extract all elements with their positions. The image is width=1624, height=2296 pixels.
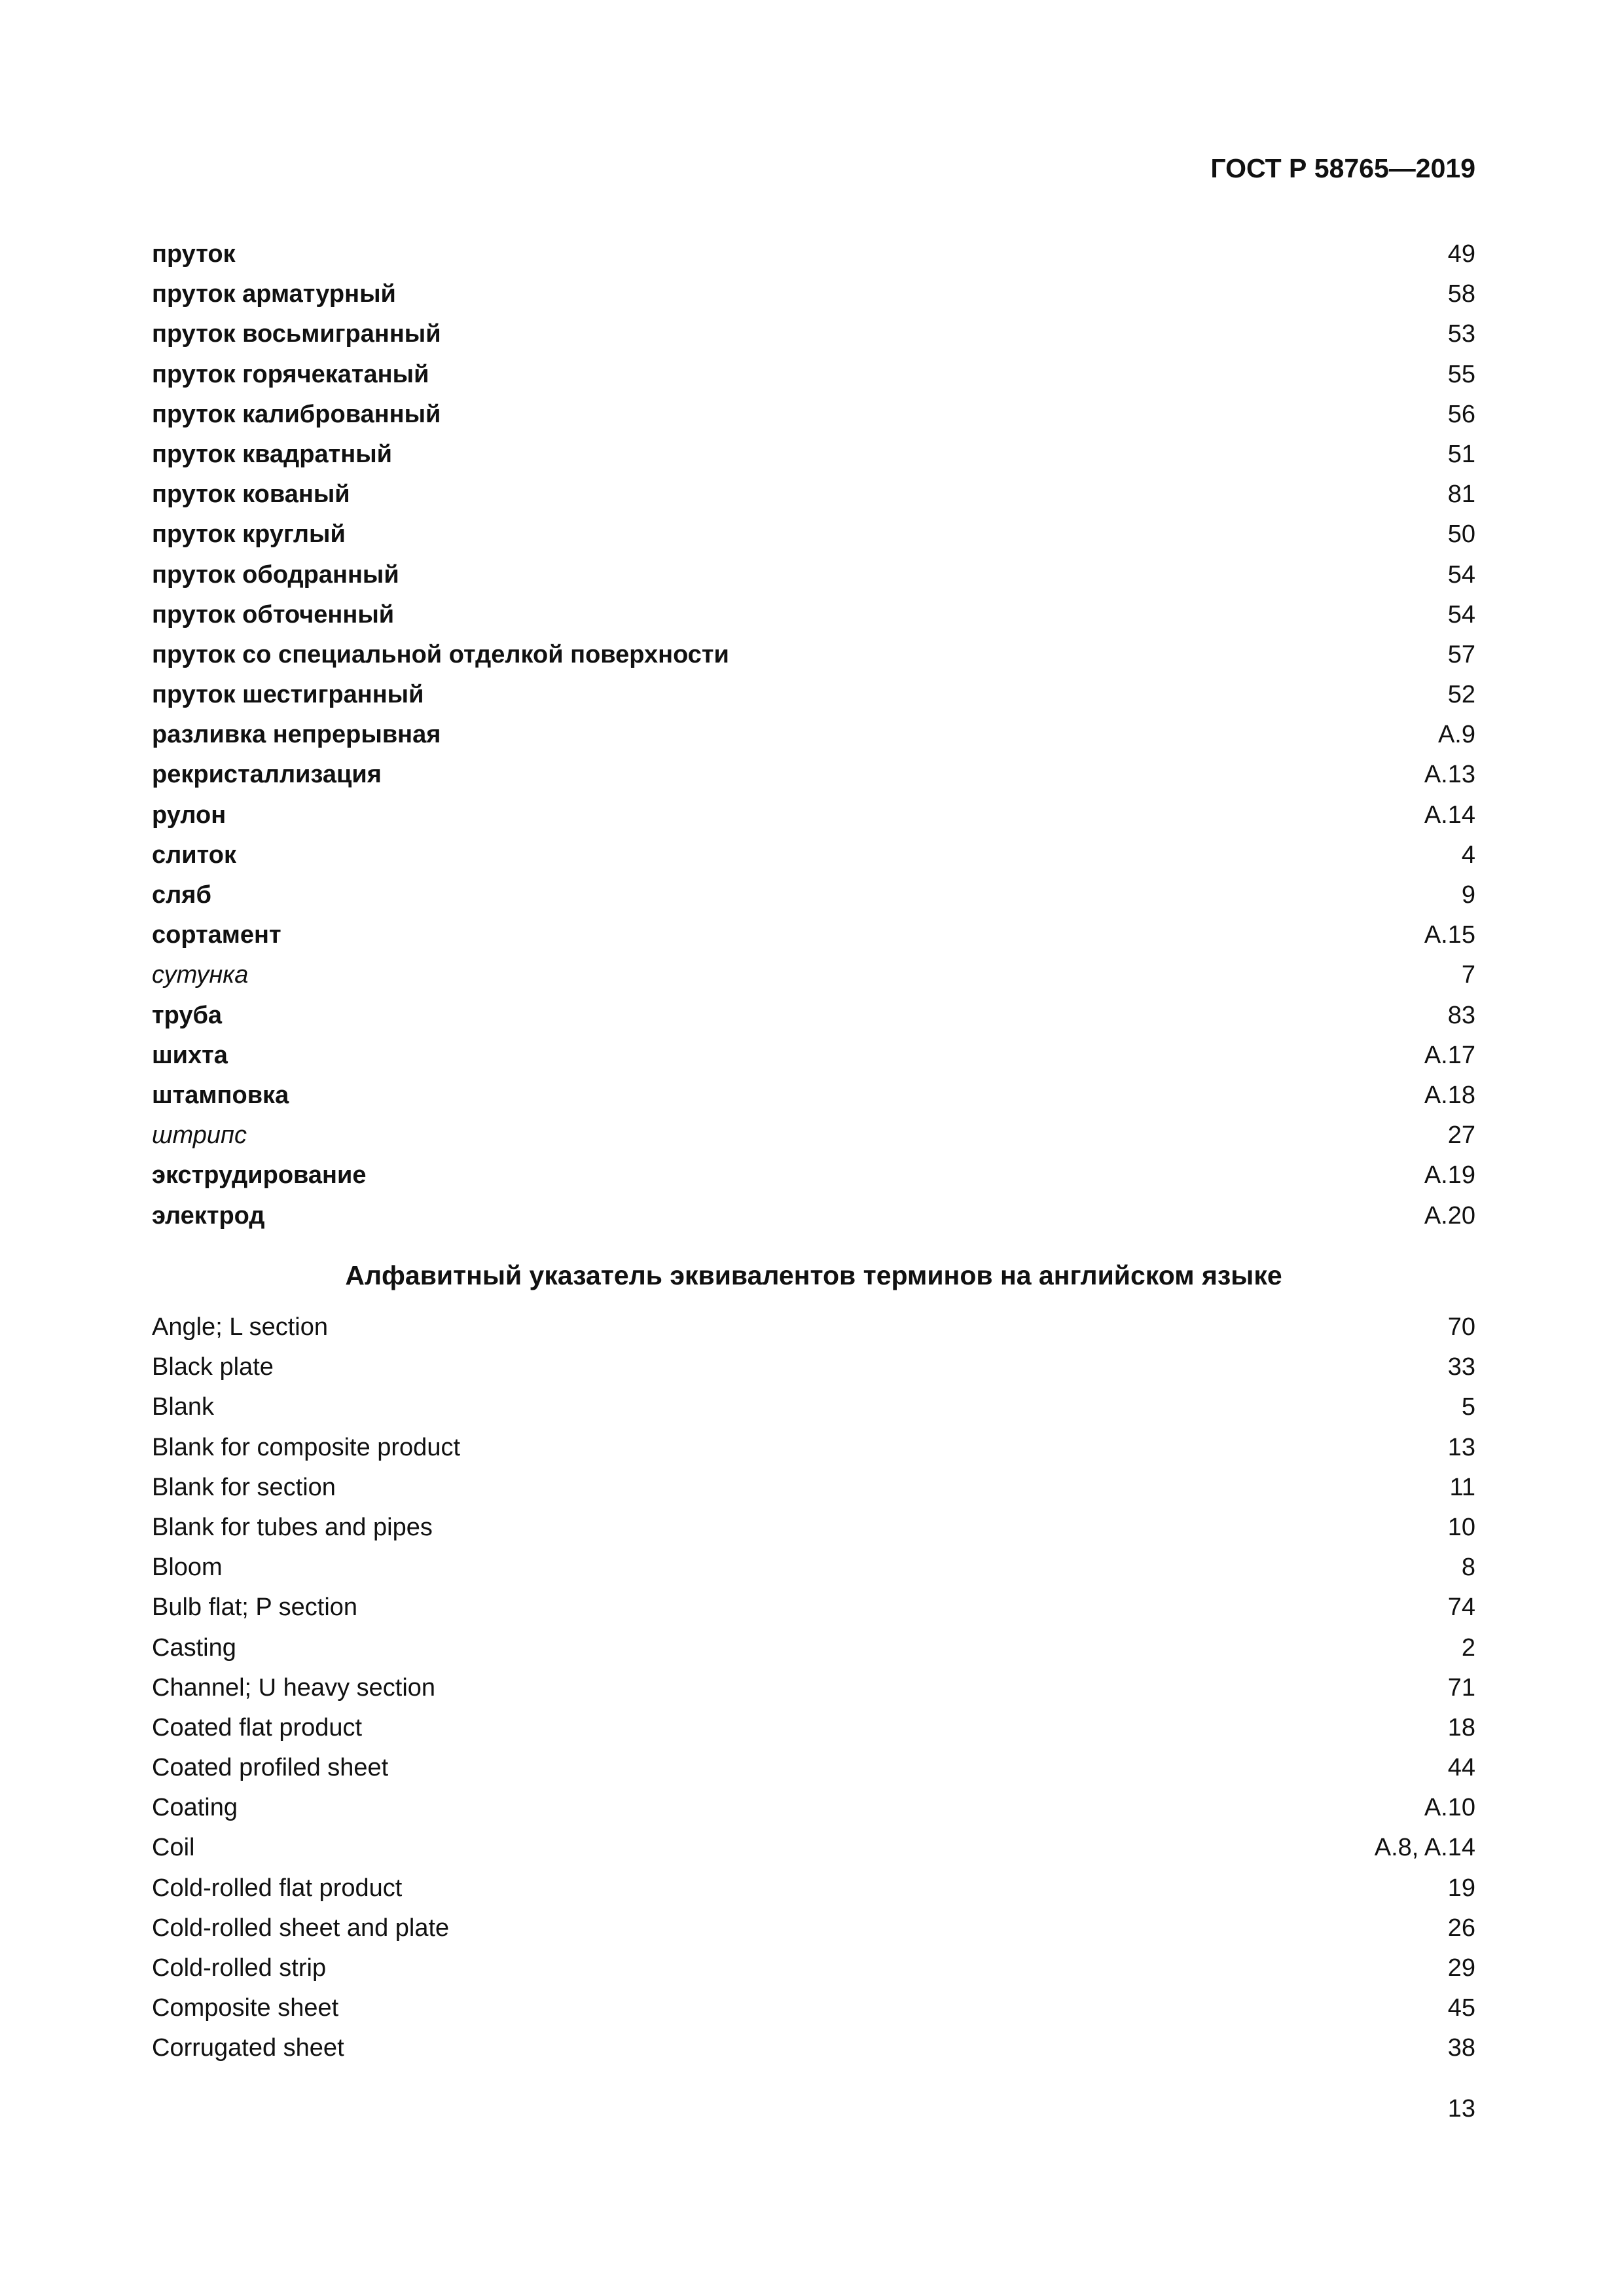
- index-entry: [152, 475, 1475, 515]
- index-reference: А.20: [1424, 1201, 1475, 1230]
- index-entry: [152, 1307, 1475, 1347]
- russian-term-index: [152, 234, 1475, 1236]
- index-term: слиток: [152, 841, 236, 869]
- index-term: Coated flat product: [152, 1713, 363, 1741]
- english-term-index: [152, 1307, 1475, 2069]
- index-reference: А.19: [1424, 1161, 1475, 1190]
- index-term: штрипс: [152, 1121, 247, 1150]
- index-reference: 26: [1447, 1914, 1475, 1942]
- index-entry: [152, 755, 1475, 795]
- index-entry: [152, 314, 1475, 354]
- index-reference: 74: [1447, 1594, 1475, 1622]
- english-index-heading: Алфавитный указатель эквивалентов терминов на английском языке: [345, 1260, 1282, 1290]
- index-term: пруток со специальной отделкой поверхности: [152, 640, 729, 668]
- index-entry: [152, 1036, 1475, 1076]
- index-entry: [152, 1076, 1475, 1116]
- index-entry: [152, 1548, 1475, 1588]
- index-term: пруток круглый: [152, 520, 346, 549]
- index-entry: [152, 675, 1475, 715]
- index-entry: [152, 835, 1475, 875]
- index-entry: [152, 1428, 1475, 1468]
- index-term: Cold-rolled sheet and plate: [152, 1914, 450, 1942]
- index-entry: [152, 515, 1475, 555]
- index-term: пруток ободранный: [152, 560, 399, 589]
- index-entry: [152, 1828, 1475, 1868]
- index-term: Channel; U heavy section: [152, 1673, 436, 1702]
- index-reference: А.15: [1424, 921, 1475, 949]
- index-reference: 33: [1447, 1353, 1475, 1381]
- index-reference: А.14: [1424, 801, 1475, 829]
- page-number: 13: [1447, 2095, 1475, 2123]
- index-reference: 7: [1461, 961, 1475, 989]
- index-term: пруток восьмигранный: [152, 320, 441, 348]
- index-term: Coating: [152, 1794, 238, 1822]
- index-entry: [152, 795, 1475, 835]
- index-entry: [152, 1628, 1475, 1668]
- index-term: пруток шестигранный: [152, 681, 424, 709]
- index-term: шихта: [152, 1041, 228, 1069]
- index-reference: 4: [1461, 841, 1475, 869]
- index-entry: [152, 435, 1475, 475]
- index-term: сляб: [152, 881, 211, 909]
- index-reference: 81: [1447, 481, 1475, 509]
- index-reference: 55: [1447, 360, 1475, 388]
- index-entry: [152, 355, 1475, 395]
- index-entry: [152, 875, 1475, 915]
- index-entry: [152, 1868, 1475, 1908]
- index-reference: А.9: [1437, 721, 1475, 749]
- index-term: Bloom: [152, 1554, 223, 1582]
- index-term: пруток горячекатаный: [152, 360, 429, 388]
- index-entry: [152, 915, 1475, 955]
- index-term: пруток квадратный: [152, 440, 393, 468]
- index-entry: [152, 1196, 1475, 1236]
- index-entry: [152, 395, 1475, 435]
- index-term: экструдирование: [152, 1161, 367, 1190]
- index-term: Coil: [152, 1834, 195, 1862]
- index-entry: [152, 955, 1475, 995]
- index-entry: [152, 1988, 1475, 2028]
- index-reference: 10: [1447, 1513, 1475, 1541]
- index-term: пруток кованый: [152, 481, 350, 509]
- index-term: Blank for section: [152, 1473, 336, 1501]
- index-entry: [152, 1468, 1475, 1508]
- index-entry: [152, 1508, 1475, 1548]
- index-entry: [152, 996, 1475, 1036]
- index-reference: 49: [1447, 240, 1475, 268]
- index-entry: [152, 1347, 1475, 1387]
- index-reference: A.10: [1424, 1794, 1475, 1822]
- index-entry: [152, 715, 1475, 755]
- index-term: разливка непрерывная: [152, 721, 441, 749]
- index-term: Blank for composite product: [152, 1433, 461, 1461]
- index-reference: 57: [1447, 640, 1475, 668]
- index-entry: [152, 1948, 1475, 1988]
- index-term: Composite sheet: [152, 1994, 339, 2022]
- index-reference: 50: [1447, 520, 1475, 549]
- index-entry: [152, 1116, 1475, 1156]
- index-reference: А.18: [1424, 1081, 1475, 1109]
- index-entry: [152, 1708, 1475, 1748]
- index-term: Cold-rolled strip: [152, 1954, 327, 1982]
- index-entry: [152, 635, 1475, 675]
- index-reference: 58: [1447, 280, 1475, 308]
- index-entry: [152, 1908, 1475, 1948]
- index-reference: 11: [1449, 1473, 1475, 1501]
- index-term: рулон: [152, 801, 226, 829]
- index-reference: А.17: [1424, 1041, 1475, 1069]
- index-entry: [152, 1748, 1475, 1788]
- index-reference: 45: [1447, 1994, 1475, 2022]
- index-term: электрод: [152, 1201, 265, 1230]
- index-entry: [152, 234, 1475, 274]
- index-reference: 5: [1461, 1393, 1475, 1421]
- index-entry: [152, 1668, 1475, 1708]
- index-term: Black plate: [152, 1353, 274, 1381]
- index-reference: 38: [1447, 2034, 1475, 2062]
- index-term: штамповка: [152, 1081, 289, 1109]
- index-entry: [152, 1588, 1475, 1628]
- index-term: Corrugated sheet: [152, 2034, 344, 2062]
- index-reference: 51: [1447, 440, 1475, 468]
- index-term: пруток калиброванный: [152, 400, 441, 428]
- index-reference: А.13: [1424, 761, 1475, 789]
- index-term: пруток арматурный: [152, 280, 396, 308]
- index-term: Bulb flat; P section: [152, 1594, 358, 1622]
- index-reference: 13: [1447, 1433, 1475, 1461]
- index-reference: 52: [1447, 681, 1475, 709]
- index-term: Cold-rolled flat product: [152, 1874, 403, 1902]
- index-entry: [152, 595, 1475, 635]
- index-term: Angle; L section: [152, 1313, 328, 1341]
- index-entry: [152, 2028, 1475, 2068]
- index-term: Blank: [152, 1393, 215, 1421]
- index-reference: 19: [1447, 1874, 1475, 1902]
- index-reference: 18: [1447, 1713, 1475, 1741]
- index-term: пруток: [152, 240, 236, 268]
- index-term: сутунка: [152, 961, 249, 989]
- index-term: Blank for tubes and pipes: [152, 1513, 433, 1541]
- index-reference: 56: [1447, 400, 1475, 428]
- index-term: рекристаллизация: [152, 761, 382, 789]
- index-term: пруток обточенный: [152, 600, 395, 629]
- index-reference: 9: [1461, 881, 1475, 909]
- index-entry: [152, 1788, 1475, 1828]
- index-entry: [152, 1156, 1475, 1195]
- index-term: Coated profiled sheet: [152, 1754, 389, 1782]
- index-reference: 2: [1461, 1633, 1475, 1662]
- index-reference: 53: [1447, 320, 1475, 348]
- index-reference: 83: [1447, 1001, 1475, 1029]
- index-entry: [152, 555, 1475, 595]
- index-reference: 44: [1447, 1754, 1475, 1782]
- document-code-header: ГОСТ Р 58765—2019: [1210, 153, 1475, 183]
- index-reference: 29: [1447, 1954, 1475, 1982]
- index-entry: [152, 274, 1475, 314]
- index-reference: A.8, A.14: [1374, 1834, 1475, 1862]
- index-reference: 54: [1447, 600, 1475, 629]
- index-term: труба: [152, 1001, 223, 1029]
- index-entry: [152, 1387, 1475, 1427]
- index-reference: 27: [1447, 1121, 1475, 1150]
- index-reference: 54: [1447, 560, 1475, 589]
- index-reference: 71: [1447, 1673, 1475, 1702]
- index-reference: 70: [1447, 1313, 1475, 1341]
- index-term: Casting: [152, 1633, 236, 1662]
- index-reference: 8: [1461, 1554, 1475, 1582]
- index-term: сортамент: [152, 921, 281, 949]
